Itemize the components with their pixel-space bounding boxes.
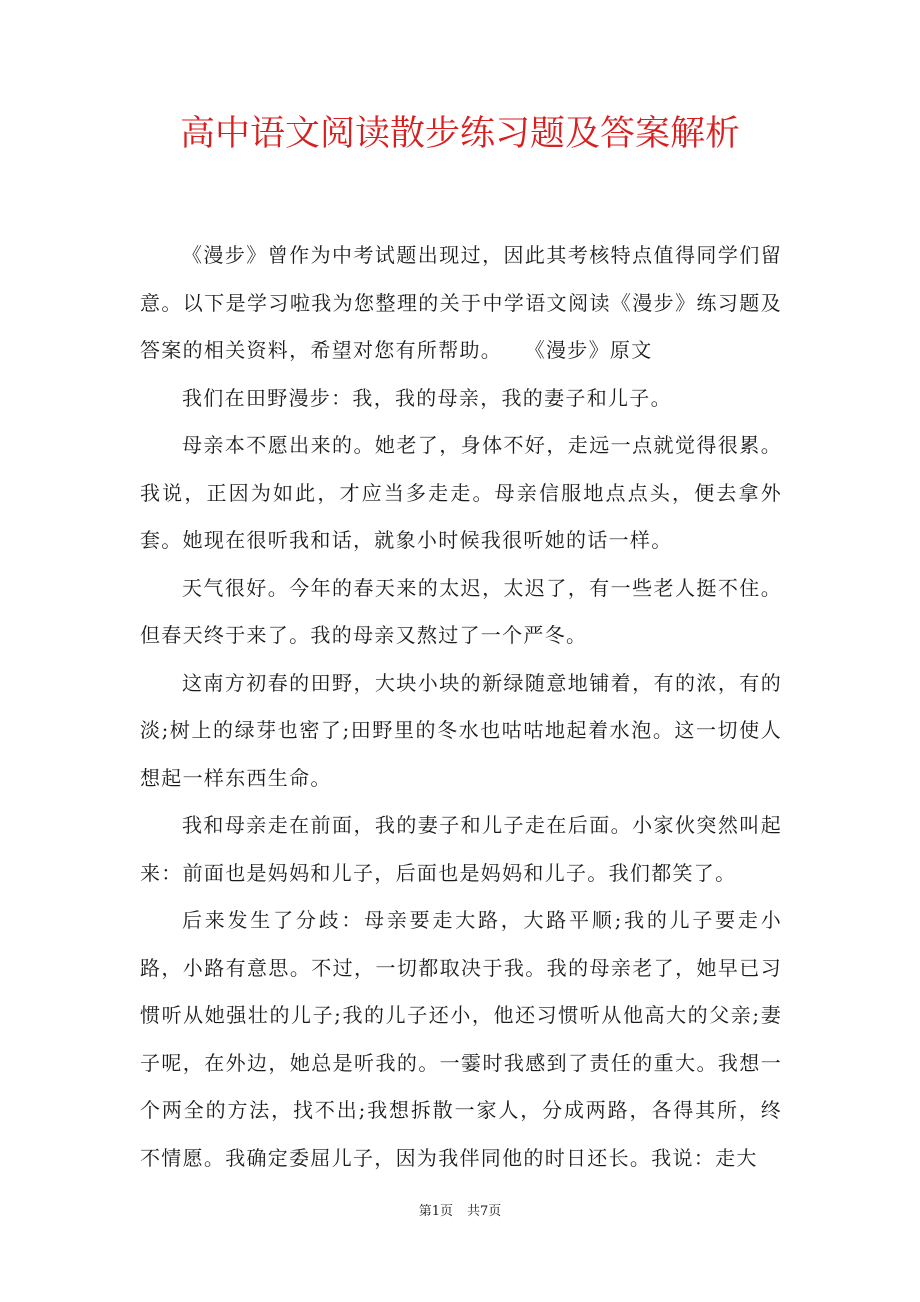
paragraph-3: 母亲本不愿出来的。她老了，身体不好，走远一点就觉得很累。我说，正因为如此，才应当多走走。母亲信服地点点头，便去拿外套。她现在很听我和话，就象小时候我很听她的话一样。: [140, 433, 782, 552]
page-title: 高中语文阅读散步练习题及答案解析: [179, 114, 740, 154]
paragraph-intro: 《漫步》曾作为中考试题出现过，因此其考核特点值得同学们留意。以下是学习啦我为您整理的关于中学语文阅读《漫步》练习题及答案的相关资料，希望对您有所帮助。 《漫步》原文: [140, 243, 782, 362]
page-total: 共7页: [467, 1204, 502, 1219]
paragraph-7: 后来发生了分歧：母亲要走大路，大路平顺;我的儿子要走小路，小路有意思。不过，一切都取决于我。我的母亲老了，她早已习惯听从她强壮的儿子;我的儿子还小，他还习惯听从他高大的父亲;妻子呢，在外边，她总是听我的。一霎时我感到了责任的重大。我想一个两全的方法，找不出;我想拆散一家人，分成两路，各得其所，终不情愿。我确定委屈儿子，因为我伴同他的时日还长。我说：走大: [140, 908, 782, 1170]
paragraph-6: 我和母亲走在前面，我的妻子和儿子走在后面。小家伙突然叫起来：前面也是妈妈和儿子，后面也是妈妈和儿子。我们都笑了。: [140, 813, 782, 885]
article-body: [140, 232, 782, 1182]
page-number: 第1页: [418, 1204, 453, 1219]
paragraph-5: 这南方初春的田野，大块小块的新绿随意地铺着，有的浓，有的淡;树上的绿芽也密了;田野里的冬水也咕咕地起着水泡。这一切使人想起一样东西生命。: [140, 670, 782, 790]
page-footer: [0, 1203, 920, 1221]
paragraph-2: 我们在田野漫步：我，我的母亲，我的妻子和儿子。: [182, 385, 672, 410]
paragraph-4: 天气很好。今年的春天来的太迟，太迟了，有一些老人挺不住。但春天终于来了。我的母亲又熬过了一个严冬。: [140, 575, 782, 647]
